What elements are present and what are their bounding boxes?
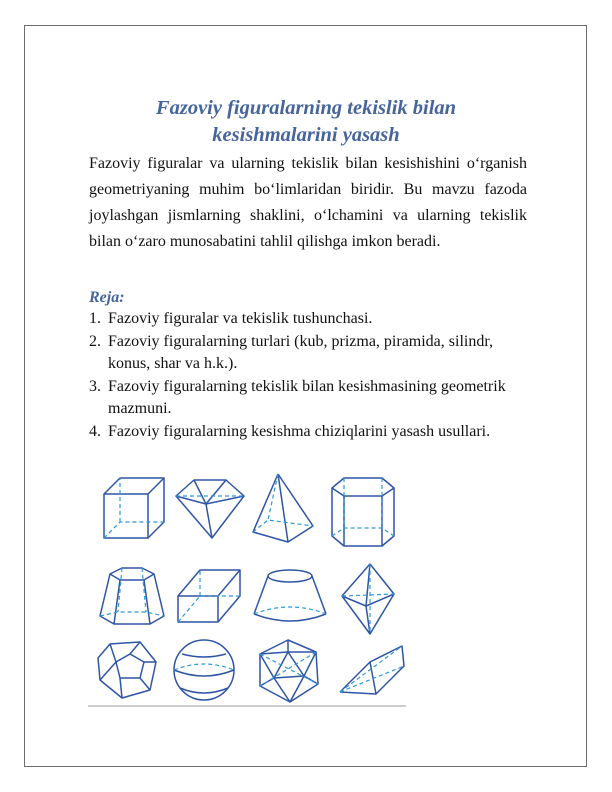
- oblique-prism-icon: [340, 646, 404, 694]
- intro-paragraph: Fazoviy figuralar va ularning tekislik bilan kesishishini o‘rganish geometriyaning muhim bo‘limlaridan biridir. Bu mavzu fazoda joylashgan jismlarning shaklini, o‘lchamini va ularning tekislik bilan o‘zaro munosabatini tahlil qilishga imkon beradi.: [89, 155, 527, 250]
- plan-item: [89, 308, 529, 331]
- plan-item-text: Fazoviy figuralar va tekislik tushunchasi.: [108, 310, 373, 327]
- frustum-icon: [100, 568, 164, 624]
- solid-figures-illustration: [88, 466, 410, 708]
- hexagonal-prism-icon: [332, 478, 394, 546]
- dodecahedron-icon: [98, 642, 156, 698]
- plan-item: [89, 421, 529, 444]
- plan-item-text: Fazoviy figuralarning tekislik bilan kesishmasining geometrik mazmuni.: [108, 377, 506, 417]
- plan-list: [89, 308, 529, 443]
- page-title-line-2: kesishmalarini yasash: [212, 124, 400, 146]
- page-title-line-1: Fazoviy figuralarning tekislik bilan: [155, 97, 457, 119]
- plan-item-text: Fazoviy figuralarning turlari (kub, prizma, piramida, silindr, konus, shar va h.k.).: [108, 332, 494, 372]
- parallelepiped-icon: [178, 570, 240, 622]
- plan-item-number: 3.: [89, 377, 101, 395]
- plan-item-number: 2.: [89, 332, 101, 350]
- plan-item: [89, 331, 529, 376]
- gem-icon: [176, 480, 244, 538]
- plan-item: [89, 376, 529, 421]
- sphere-icon: [174, 640, 234, 700]
- pyramid-icon: [253, 474, 313, 542]
- cube-icon: [104, 478, 164, 538]
- plan-heading: Reja:: [89, 289, 125, 306]
- octahedron-icon: [342, 564, 394, 634]
- plan-item-number: 4.: [89, 422, 101, 440]
- icosahedron-icon: [260, 640, 318, 702]
- plan-item-number: 1.: [89, 310, 101, 327]
- truncated-cone-icon: [254, 570, 326, 621]
- plan-item-text: Fazoviy figuralarning kesishma chiziqlarini yasash usullari.: [108, 422, 491, 440]
